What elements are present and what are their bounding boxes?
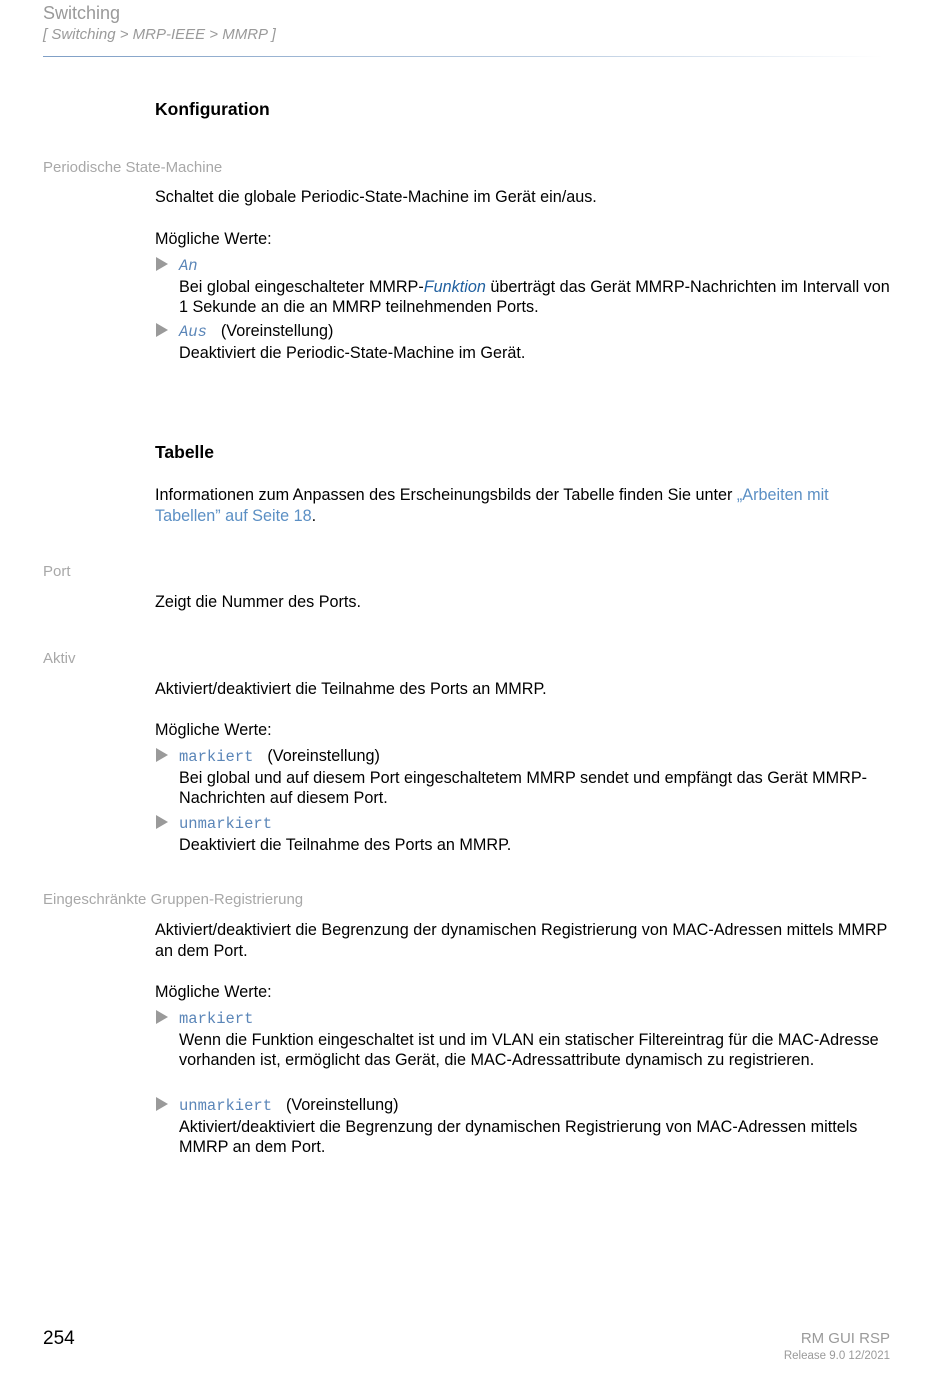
header-divider	[43, 56, 883, 57]
glossary-term-link[interactable]: Funktion	[423, 277, 486, 296]
default-marker: (Voreinstellung)	[220, 322, 334, 340]
table-info-paragraph: Informationen zum Anpassen des Erscheinungsbilds der Tabelle finden Sie unter „Arbeiten mit Tabellen” auf Seite 18.	[155, 486, 829, 525]
periodic-description: Schaltet die globale Periodic-State-Machine im Gerät ein/aus.	[155, 188, 597, 206]
aktiv-description: Aktiviert/deaktiviert die Teilnahme des Ports an MMRP.	[155, 680, 547, 698]
bullet-triangle-icon	[156, 748, 168, 762]
bullet-triangle-icon	[156, 323, 168, 337]
page-number: 254	[43, 1328, 75, 1349]
list-item	[155, 1008, 895, 1071]
section-heading-konfiguration: Konfiguration	[155, 99, 270, 119]
bullet-triangle-icon	[156, 1097, 168, 1111]
side-label-aktiv: Aktiv	[43, 650, 76, 667]
list-item	[155, 321, 895, 363]
value-description: Aktiviert/deaktiviert die Begrenzung der dynamischen Registrierung von MAC-Adressen mittels MMRP an dem Port.	[179, 1117, 858, 1156]
bullet-triangle-icon	[156, 815, 168, 829]
value-code: markiert	[179, 1010, 254, 1028]
footer-release: Release 9.0 12/2021	[783, 1350, 890, 1362]
list-item	[155, 746, 895, 809]
value-code: markiert	[179, 748, 254, 766]
side-label-port: Port	[43, 563, 71, 580]
list-item	[155, 255, 895, 318]
possible-values-label: Mögliche Werte:	[155, 230, 272, 248]
port-description: Zeigt die Nummer des Ports.	[155, 593, 362, 611]
default-marker: (Voreinstellung)	[267, 747, 380, 765]
value-code: unmarkiert	[179, 1097, 273, 1115]
bullet-triangle-icon	[156, 1010, 168, 1024]
possible-values-label: Mögliche Werte:	[155, 721, 272, 739]
cross-reference-link[interactable]: „Arbeiten mit Tabellen” auf Seite 18	[155, 486, 829, 525]
value-code: An	[179, 257, 198, 275]
value-description: Bei global und auf diesem Port eingeschaltetem MMRP sendet und empfängt das Gerät MMRP-Nachrichten auf diesem Port.	[179, 768, 868, 807]
default-marker: (Voreinstellung)	[286, 1096, 399, 1114]
list-item	[155, 813, 895, 855]
chapter-title: Switching	[43, 3, 121, 23]
bullet-triangle-icon	[156, 257, 168, 271]
side-label-periodic-state-machine: Periodische State-Machine	[43, 159, 223, 176]
value-description: Bei global eingeschalteter MMRP-Funktion überträgt das Gerät MMRP-Nachrichten im Intervall von 1 Sekunde an die an MMRP teilnehmenden Ports.	[179, 277, 890, 316]
section-heading-tabelle: Tabelle	[155, 442, 215, 462]
value-code: Aus	[179, 323, 207, 341]
value-description: Deaktiviert die Periodic-State-Machine im Gerät.	[179, 343, 526, 362]
possible-values-label: Mögliche Werte:	[155, 983, 272, 1001]
side-label-restricted-registration: Eingeschränkte Gruppen-Registrierung	[43, 891, 304, 908]
value-description: Wenn die Funktion eingeschaltet ist und im VLAN ein statischer Filtereintrag für die MAC-Adresse vorhanden ist, ermöglicht das Gerät, die MAC-Adressattribute dynamisch zu registrieren.	[179, 1030, 879, 1069]
list-item	[155, 1095, 895, 1158]
footer-document-name: RM GUI RSP	[800, 1330, 890, 1347]
value-description: Deaktiviert die Teilnahme des Ports an MMRP.	[179, 835, 512, 854]
breadcrumb: [ Switching > MRP-IEEE > MMRP ]	[43, 26, 276, 43]
value-code: unmarkiert	[179, 815, 273, 833]
restricted-description: Aktiviert/deaktiviert die Begrenzung der dynamischen Registrierung von MAC-Adressen mittels MMRP an dem Port.	[155, 921, 888, 960]
